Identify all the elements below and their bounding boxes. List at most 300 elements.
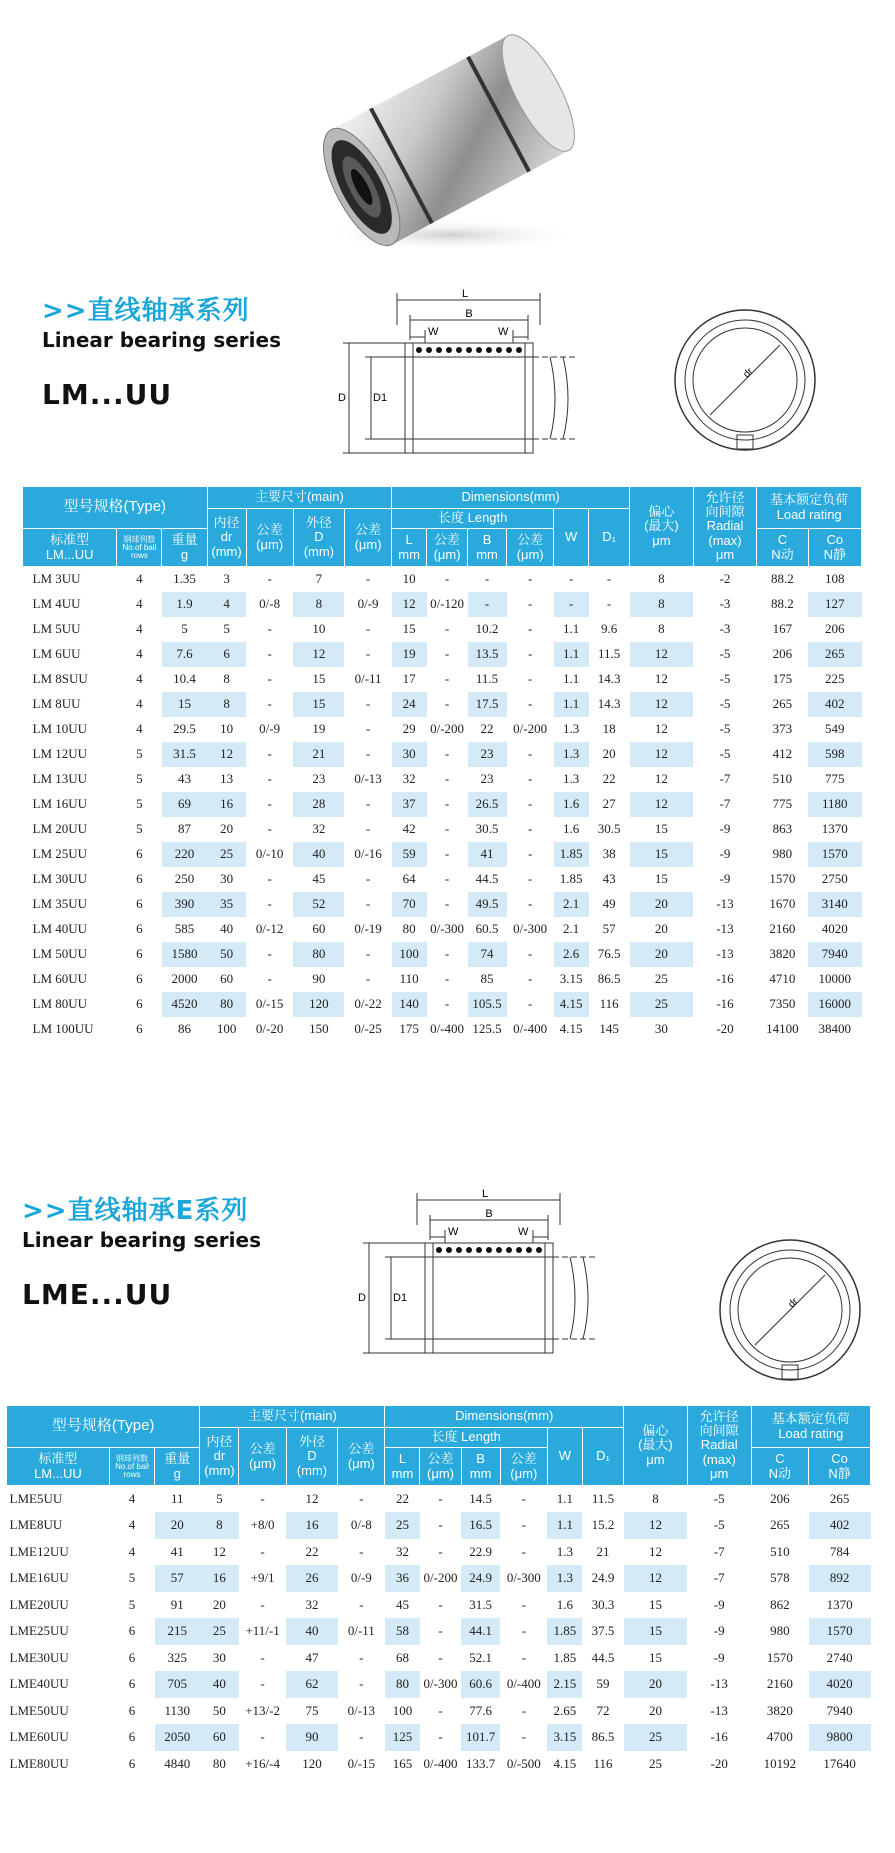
cell-inner-tol: - [260,1729,265,1745]
header-L: L mm [392,529,427,567]
cell-model: LME60UU [9,1729,69,1745]
cell-B-tol: 0/-500 [506,1755,541,1771]
cell-B-tol: 0/-400 [513,1021,548,1036]
header-L: L mm [385,1448,420,1486]
cell-L-tol: - [444,946,450,961]
cell-radial-clearance: -13 [716,921,734,936]
cell-eccentricity: 12 [630,742,694,767]
cell-inner-tol: - [267,746,272,761]
cell-inner-dia: 20 [212,1596,226,1612]
table-row [23,1017,862,1042]
spec-table-lm [22,486,862,1042]
cell-radial-clearance: -9 [719,846,731,861]
cell-model: LM 25UU [32,846,88,861]
table-row [23,667,862,692]
cell-eccentricity: 25 [624,1724,688,1751]
cell-length-L: 100 [392,942,427,967]
cell-length-B: 30.5 [475,821,499,836]
cell-L-tol: - [444,696,450,711]
cell-L-tol: - [438,1543,443,1559]
cell-D1: 11.5 [597,646,621,661]
cell-radial-clearance: -5 [719,721,731,736]
cell-L-tol: - [444,746,450,761]
cell-inner-tol: +11/-1 [245,1623,280,1639]
header-dr: 内径 dr (mm) [207,509,246,567]
dim-label-W-right: W [518,1226,529,1238]
cell-outer-dia: 7 [315,571,323,587]
cell-L-tol: 0/-300 [430,921,465,936]
cell-D1: 15.2 [591,1517,615,1533]
cell-ball-rows: 6 [136,971,143,986]
cell-eccentricity: 20 [654,921,668,936]
cell-ball-rows: 6 [136,896,143,911]
cell-weight: 69 [162,792,207,817]
cell-static-load: 1570 [808,842,861,867]
cell-length-B: 11.5 [475,671,499,686]
cell-length-B: 101.7 [461,1724,500,1751]
cell-model: LM 12UU [32,746,88,761]
header-radial: 允许径 向间隙 Radial (max) μm [693,487,757,567]
header-W: W [554,509,589,567]
table-row [23,792,862,817]
cell-radial-clearance: -16 [716,996,734,1011]
cell-length-B: 26.5 [468,792,507,817]
dim-label-W-right: W [498,326,509,338]
cell-B-tol: - [521,1729,526,1745]
cell-L-tol: - [438,1623,443,1639]
cell-length-B: 31.5 [469,1596,492,1612]
header-D1: D₁ [582,1428,623,1486]
cell-D1: 49 [602,896,616,911]
cell-inner-dia: 10 [220,721,234,736]
cell-dynamic-load: 373 [772,721,793,736]
cell-inner-dia: 50 [207,942,246,967]
cell-static-load: 1370 [821,821,848,836]
cell-length-L: 19 [392,642,427,667]
cell-model: LME12UU [9,1543,69,1559]
cell-length-B: 17.5 [468,692,507,717]
cell-outer-tol: 0/-9 [350,1570,372,1586]
cell-B-tol: - [527,896,533,911]
cell-inner-tol: 0/-12 [255,921,284,936]
cell-eccentricity: 12 [624,1565,688,1592]
cell-B-tol: - [527,771,533,786]
cell-eccentricity: 8 [630,592,694,617]
cell-length-B: - [468,592,507,617]
header-tol3: 公差 (μm) [427,529,468,567]
cell-inner-dia: 6 [207,642,246,667]
cell-dynamic-load: 863 [772,821,793,836]
cell-dynamic-load: 88.2 [771,596,794,611]
cell-weight: 1580 [162,942,207,967]
cell-ball-rows: 6 [128,1702,136,1718]
cell-dynamic-load: 578 [770,1570,790,1586]
cell-ball-rows: 4 [136,696,143,711]
cell-length-B: 22.9 [469,1543,492,1559]
cell-dynamic-load: 1570 [766,1649,793,1665]
cell-W: 2.1 [563,921,580,936]
cell-radial-clearance: -9 [719,821,731,836]
cell-radial-clearance: -5 [719,746,731,761]
section1-model: LM...UU [42,378,173,411]
cell-dynamic-load: 3820 [769,946,796,961]
cell-eccentricity: 12 [630,642,694,667]
cell-dynamic-load: 510 [772,771,793,786]
cell-static-load: 16000 [808,992,861,1017]
cell-W: 1.85 [559,871,583,886]
section1-end-drawing [655,300,835,465]
cell-length-B: 44.5 [475,871,499,886]
cell-L-tol: - [438,1702,443,1718]
cell-D1: 14.3 [597,696,621,711]
cell-length-L: 70 [392,892,427,917]
cell-weight: 20 [155,1512,200,1539]
cell-length-L: 32 [402,771,416,786]
cell-length-L: 32 [395,1543,409,1559]
section2-side-drawing [355,1185,625,1370]
cell-W: 1.3 [547,1565,582,1592]
cell-static-load: 265 [829,1491,850,1506]
cell-B-tol: - [527,996,533,1011]
cell-ball-rows: 6 [128,1729,136,1745]
cell-W: 1.6 [556,1596,574,1612]
dim-label-L: L [481,1188,489,1200]
header-D: 外径 D (mm) [293,509,344,567]
cell-dynamic-load: 88.2 [771,571,794,587]
cell-outer-dia: 120 [293,992,344,1017]
cell-length-B: 77.6 [469,1702,492,1718]
cell-length-L: 45 [395,1596,409,1612]
cell-dynamic-load: 980 [770,1623,790,1639]
cell-outer-dia: 16 [286,1512,337,1539]
cell-outer-tol: - [365,821,371,836]
cell-model: LM 16UU [32,796,88,811]
cell-D1: 37.5 [591,1623,615,1639]
table-row [7,1724,871,1751]
cell-eccentricity: 25 [648,1755,662,1771]
cell-radial-clearance: -3 [719,621,731,636]
cell-weight: 7.6 [162,642,207,667]
cell-inner-dia: 4 [207,592,246,617]
cell-L-tol: - [444,671,450,686]
cell-outer-dia: 8 [293,592,344,617]
cell-outer-dia: 10 [312,621,326,636]
cell-D1: 76.5 [597,946,621,961]
cell-weight: 250 [174,871,195,886]
cell-radial-clearance: -13 [716,896,734,911]
cell-eccentricity: 12 [648,1543,662,1559]
cell-inner-dia: 8 [200,1512,239,1539]
cell-W: 1.1 [556,1491,574,1506]
cell-eccentricity: 15 [654,821,668,836]
cell-D1: 145 [599,1021,619,1036]
cell-radial-clearance: -13 [710,1702,728,1718]
cell-weight: 1.9 [162,592,207,617]
dim-label-B: B [465,308,473,320]
table-row [23,967,862,992]
cell-static-load: 7940 [826,1702,853,1718]
cell-L-tol: - [444,821,450,836]
table-row [7,1486,871,1513]
header-radial: 允许径 向间隙 Radial (max) μm [687,1406,751,1486]
cell-radial-clearance: -9 [719,871,731,886]
cell-model: LME25UU [9,1623,69,1639]
cell-length-B: 105.5 [468,992,507,1017]
cell-outer-dia: 32 [305,1596,319,1612]
cell-L-tol: - [444,796,450,811]
cell-dynamic-load: 10192 [763,1755,797,1771]
cell-ball-rows: 4 [136,596,143,611]
cell-static-load: 225 [825,671,845,686]
table-row [23,642,862,667]
cell-radial-clearance: -7 [719,771,731,786]
table-row [23,892,862,917]
cell-length-B: 60.5 [475,921,499,936]
cell-B-tol: - [521,1491,526,1506]
cell-inner-tol: - [260,1596,265,1612]
cell-outer-tol: - [365,946,371,961]
cell-model: LM 50UU [32,946,88,961]
cell-B-tol: - [527,571,533,587]
cell-inner-tol: - [267,871,272,886]
cell-B-tol: - [521,1623,526,1639]
cell-inner-dia: 80 [212,1755,226,1771]
cell-W: 4.15 [553,1755,577,1771]
cell-W: - [568,571,574,587]
cell-D1: 57 [602,921,616,936]
cell-W: 2.6 [554,942,589,967]
cell-dynamic-load: 14100 [766,1021,799,1036]
cell-outer-dia: 32 [312,821,326,836]
cell-outer-dia: 40 [293,842,344,867]
cell-L-tol: - [444,846,450,861]
cell-length-B: 74 [468,942,507,967]
cell-weight: 87 [178,821,192,836]
cell-L-tol: 0/-200 [423,1570,458,1586]
cell-inner-tol: 0/-15 [255,996,284,1011]
dim-label-W-left: W [428,326,439,338]
header-tol2: 公差 (μm) [338,1428,385,1486]
cell-outer-dia: 60 [312,921,326,936]
cell-eccentricity: 12 [654,671,668,686]
cell-D1: 22 [602,771,616,786]
header-C: C N动 [757,529,808,567]
cell-W: 3.15 [547,1724,582,1751]
cell-inner-dia: 50 [212,1702,226,1718]
cell-length-L: 110 [399,971,419,986]
cell-eccentricity: 12 [654,721,668,736]
cell-eccentricity: 12 [630,692,694,717]
cell-eccentricity: 15 [624,1618,688,1645]
cell-inner-dia: 13 [220,771,234,786]
cell-length-B: 16.5 [461,1512,500,1539]
cell-ball-rows: 5 [128,1596,136,1612]
table-row [23,817,862,842]
cell-static-load: 108 [825,571,845,587]
cell-L-tol: 0/-200 [430,721,465,736]
cell-length-L: 80 [402,921,416,936]
cell-L-tol: - [438,1517,443,1533]
cell-inner-dia: 3 [223,571,230,587]
cell-static-load: 265 [808,642,861,667]
cell-L-tol: - [444,646,450,661]
cell-inner-tol: +9/1 [250,1570,275,1586]
table-row [23,717,862,742]
header-std: 标准型 LM...UU [7,1448,110,1486]
cell-D1: 43 [602,871,616,886]
cell-outer-tol: - [365,971,371,986]
header-dr: 内径 dr (mm) [200,1428,239,1486]
cell-L-tol: - [438,1649,443,1665]
cell-weight: 91 [170,1596,184,1612]
cell-ball-rows: 6 [128,1623,136,1639]
dim-label-dr: dr [741,366,756,381]
cell-outer-tol: - [359,1491,364,1506]
cell-W: 1.1 [554,642,589,667]
cell-model: LME50UU [9,1702,69,1718]
cell-eccentricity: 15 [654,871,668,886]
header-main: 主要尺寸(main) [200,1406,385,1428]
section2-end-drawing [700,1230,880,1395]
cell-outer-tol: 0/-25 [354,1021,382,1036]
cell-inner-tol: - [267,571,272,587]
cell-D1: 30.5 [597,821,621,836]
cell-static-load: 598 [808,742,861,767]
cell-inner-tol: - [267,771,272,786]
cell-L-tol: - [444,971,450,986]
cell-weight: 10.4 [173,671,196,686]
cell-inner-tol: - [267,696,272,711]
cell-B-tol: - [527,946,533,961]
cell-dynamic-load: 862 [770,1596,790,1612]
cell-L-tol: - [444,571,450,587]
cell-dynamic-load: 3820 [766,1702,793,1718]
cell-outer-dia: 45 [312,871,326,886]
cell-D1: - [606,596,612,611]
cell-B-tol: - [527,696,533,711]
header-C: C N动 [751,1448,809,1486]
cell-radial-clearance: -5 [719,646,731,661]
cell-L-tol: 0/-400 [423,1755,458,1771]
cell-ball-rows: 4 [136,721,143,736]
cell-inner-tol: - [267,971,272,986]
cell-length-L: 175 [399,1021,419,1036]
cell-outer-tol: - [359,1596,364,1612]
cell-static-load: 1370 [826,1596,853,1612]
cell-D1: 14.3 [597,671,621,686]
cell-static-load: 17640 [823,1755,856,1771]
cell-L-tol: - [438,1491,443,1506]
cell-static-load: 1570 [809,1618,871,1645]
header-load: 基本额定负荷 Load rating [757,487,862,529]
cell-inner-dia: 40 [200,1671,239,1698]
cell-ball-rows: 4 [128,1491,136,1506]
table-row [23,867,862,892]
cell-radial-clearance: -13 [716,946,734,961]
cell-ball-rows: 4 [136,671,143,686]
table-row [23,942,862,967]
cell-inner-tol: - [267,646,272,661]
cell-ball-rows: 4 [136,646,143,661]
cell-model: LM 100UU [32,1021,94,1036]
cell-weight: 4840 [164,1755,191,1771]
cell-W: 4.15 [554,992,589,1017]
cell-dynamic-load: 265 [770,1517,790,1533]
cell-D1: - [606,571,612,587]
cell-eccentricity: 12 [654,771,668,786]
cell-dynamic-load: 167 [772,621,793,636]
section2-model: LME...UU [22,1278,173,1311]
cell-weight: 705 [155,1671,200,1698]
cell-static-load: 10000 [818,971,852,986]
cell-static-load: 892 [809,1565,871,1592]
cell-W: 1.3 [563,771,580,786]
cell-length-L: 25 [385,1512,420,1539]
cell-B-tol: - [527,871,533,886]
cell-B-tol: - [521,1517,526,1533]
header-D: 外径 D (mm) [286,1428,337,1486]
cell-inner-dia: 80 [207,992,246,1017]
cell-inner-tol: +13/-2 [245,1702,280,1718]
cell-model: LME8UU [9,1517,63,1533]
cell-D1: 18 [602,721,616,736]
cell-inner-dia: 60 [200,1724,239,1751]
table-row [7,1565,871,1592]
cell-ball-rows: 5 [128,1570,136,1586]
cell-length-L: 10 [402,571,416,587]
cell-model: LME20UU [9,1596,69,1612]
cell-static-load: 402 [808,692,861,717]
cell-weight: 325 [167,1649,187,1665]
cell-radial-clearance: -5 [719,696,731,711]
cell-W: 2.1 [554,892,589,917]
cell-ball-rows: 6 [136,996,143,1011]
cell-B-tol: - [527,971,533,986]
cell-eccentricity: 25 [630,992,694,1017]
cell-weight: 215 [155,1618,200,1645]
cell-B-tol: - [527,596,533,611]
table-row [23,617,862,642]
dim-label-D: D [338,392,346,404]
cell-length-L: 64 [402,871,416,886]
cell-model: LM 6UU [32,646,81,661]
cell-D1: 116 [593,1755,613,1771]
cell-inner-dia: 20 [220,821,234,836]
cell-model: LM 4UU [32,596,81,611]
header-type: 型号规格(Type) [23,487,208,529]
cell-B-tol: - [527,746,533,761]
cell-D1: 27 [602,796,616,811]
header-B: B mm [468,529,507,567]
cell-inner-dia: 30 [212,1649,226,1665]
section1-title: >>直线轴承系列 [42,296,250,326]
cell-radial-clearance: -16 [710,1729,728,1745]
header-weight: 重量 g [155,1448,200,1486]
cell-B-tol: - [521,1702,526,1718]
cell-L-tol: - [444,896,450,911]
table-row [7,1512,871,1539]
cell-inner-tol: - [267,896,272,911]
cell-L-tol: 0/-400 [430,1021,465,1036]
table-row [23,842,862,867]
cell-ball-rows: 6 [136,871,143,886]
cell-length-L: 59 [392,842,427,867]
cell-inner-dia: 40 [220,921,234,936]
cell-radial-clearance: -9 [713,1596,725,1612]
cell-outer-tol: 0/-13 [354,771,382,786]
cell-radial-clearance: -13 [710,1676,728,1692]
cell-length-B: 60.6 [461,1671,500,1698]
